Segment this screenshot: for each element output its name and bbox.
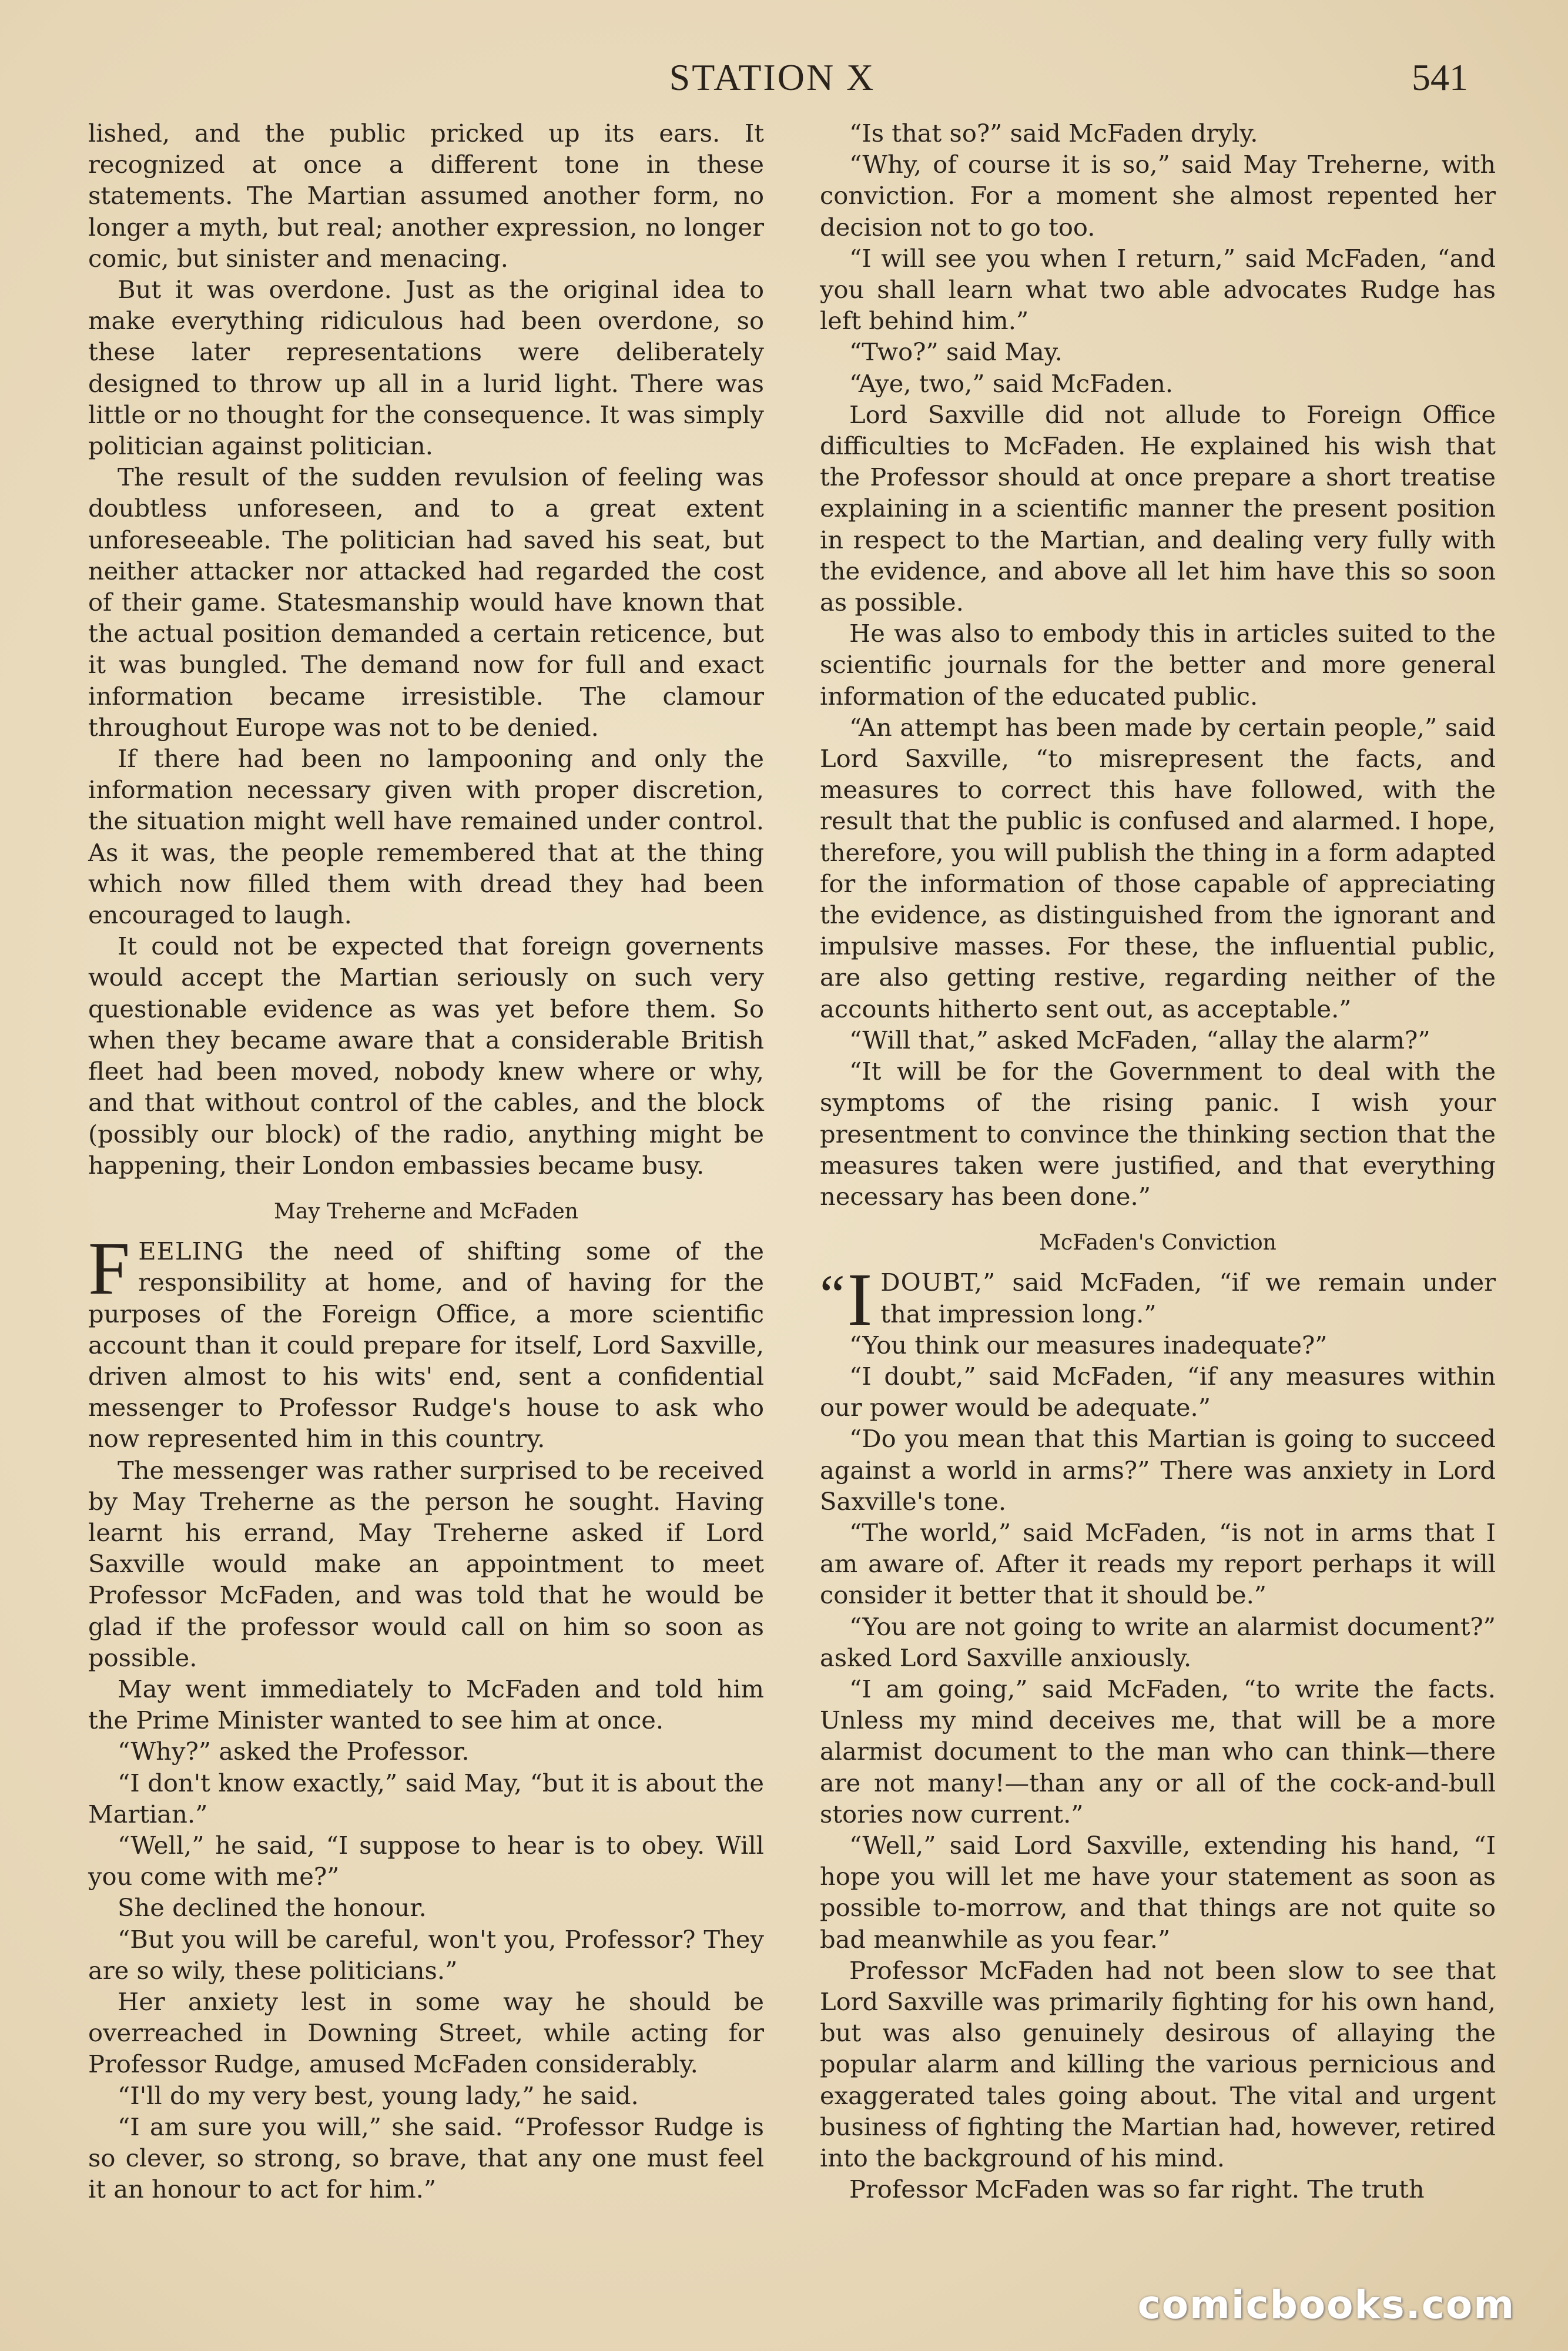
paragraph: If there had been no lampooning and only the information necessary given with proper discretion, the situation might well have remained under control. As it was, the people remembered that at the thing which now filled them with dread they had been encouraged to laugh. bbox=[88, 744, 764, 930]
paragraph: lished, and the public pricked up its ears. It recognized at once a different tone in these statements. The Martian assumed another form, no longer a myth, but real; another expression, no longer comic, but sinister and menacing. bbox=[88, 119, 764, 273]
paragraph-drop-cap bbox=[88, 1227, 764, 1454]
site-watermark: comicbooks.com bbox=[1137, 2282, 1515, 2327]
drop-quote-mark: “ bbox=[820, 1263, 845, 1327]
paragraph: “Well,” said Lord Saxville, extending his hand, “I hope you will let me have your statement as soon as possible to-morrow, and that things are not quite so bad meanwhile as you fear.” bbox=[820, 1830, 1496, 1954]
drop-cap: F bbox=[88, 1227, 130, 1311]
section-heading: May Treherne and McFaden bbox=[274, 1199, 578, 1224]
paragraph: “Aye, two,” said McFaden. bbox=[849, 369, 1174, 398]
paragraph: Professor McFaden was so far right. The truth bbox=[849, 2175, 1425, 2204]
paragraph-text: ” said McFaden, “if we remain under that impression long.” bbox=[880, 1268, 1496, 1328]
paragraph: “I'll do my very best, young lady,” he said. bbox=[118, 2081, 639, 2110]
paragraph-text: the need of shifting some of the responsibility at home, and of having for the purposes of the Foreign Office, a more scientific account than it could prepare for itself, Lord Saxville, driven almost to his wits' end, sent a confidential messenger to Professor Rudge's house to ask who now represented him in this country. bbox=[88, 1237, 764, 1454]
paragraph: “Will that,” asked McFaden, “allay the alarm?” bbox=[849, 1025, 1430, 1054]
paragraph: The messenger was rather surprised to be received by May Treherne as the person he sought. Having learnt his errand, May Treherne asked if Lord Saxville would make an appointment to meet Professor McFaden, and was told that he would be glad if the professor would call on him so soon as possible. bbox=[88, 1455, 764, 1672]
paragraph: May went immediately to McFaden and told him the Prime Minister wanted to see him at once. bbox=[88, 1674, 764, 1735]
paragraph: “You think our measures inadequate?” bbox=[849, 1330, 1328, 1359]
paragraph: “I am sure you will,” she said. “Professor Rudge is so clever, so strong, so brave, that any one must feel it an honour to act for him.” bbox=[88, 2112, 764, 2204]
paragraph: “An attempt has been made by certain people,” said Lord Saxville, “to misrepresent the facts, and measures to correct this have followed, with the result that the public is confused and alarmed. I hope, therefore, you will publish the thing in a form adapted for the information of those capable of appreciating the evidence, as distinguished from the ignorant and impulsive masses. For these, the influential public, are also getting restive, regarding neither of the accounts hitherto sent out, as acceptable.” bbox=[820, 712, 1496, 1023]
page-header bbox=[76, 56, 1468, 109]
paragraph: He was also to embody this in articles suited to the scientific journals for the better and more general information of the educated public. bbox=[820, 619, 1496, 711]
paragraph: The result of the sudden revulsion of feeling was doubtless unforeseen, and to a great extent unforeseeable. The politician had saved his seat, but neither attacker nor attacked had regarded the cost of their game. Statesmanship would have known that the actual position demanded a certain reticence, but it was bungled. The demand now for full and exact information became irresistible. The clamour throughout Europe was not to be denied. bbox=[88, 463, 764, 742]
paragraph-drop-cap bbox=[820, 1258, 1496, 1342]
paragraph: Lord Saxville did not allude to Foreign Office difficulties to McFaden. He explained his wish that the Professor should at once prepare a short treatise explaining in a scientific manner the present position in respect to the Martian, and dealing very fully with the evidence, and above all let him have this so soon as possible. bbox=[820, 400, 1496, 617]
paragraph: It could not be expected that foreign governents would accept the Martian seriously on such very questionable evidence as was yet before them. So when they became aware that a considerable British fleet had been moved, nobody knew where or why, and that without control of the cables, and the block (possibly our block) of the radio, anything might be happening, their London embassies became busy. bbox=[88, 932, 764, 1180]
paragraph: “I am going,” said McFaden, “to write the facts. Unless my mind deceives me, that will be a more alarmist document to the man who can think—there are not many!—than any or all of the cock-and-bull stories now current.” bbox=[820, 1674, 1496, 1828]
paragraph: Professor McFaden had not been slow to see that Lord Saxville was primarily fighting for his own hand, but was also genuinely desirous of allaying the popular alarm and killing the various pernicious and exaggerated tales going about. The vital and urgent business of fighting the Martian had, however, retired into the background of his mind. bbox=[820, 1955, 1496, 2172]
page-number: 541 bbox=[1412, 56, 1468, 98]
drop-cap: I bbox=[847, 1258, 873, 1342]
paragraph: She declined the honour. bbox=[118, 1893, 427, 1923]
small-caps-lead: DOUBT, bbox=[880, 1268, 983, 1297]
paragraph: “I doubt,” said McFaden, “if any measures within our power would be adequate.” bbox=[820, 1361, 1496, 1422]
paragraph: “I will see you when I return,” said McFaden, “and you shall learn what two able advocates Rudge has left behind him.” bbox=[820, 243, 1496, 336]
paragraph: But it was overdone. Just as the original idea to make everything ridiculous had been overdone, so these later representations were deliberately designed to throw up all in a lurid light. There was little or no thought for the consequence. It was simply politician against politician. bbox=[88, 275, 764, 461]
paragraph: “It will be for the Government to deal with the symptoms of the rising panic. I wish your presentment to convince the thinking section that the measures taken were justified, and that everything necessary has been done.” bbox=[820, 1057, 1496, 1211]
section-heading: McFaden's Conviction bbox=[1039, 1231, 1276, 1255]
paragraph: “Why?” asked the Professor. bbox=[118, 1737, 470, 1766]
paragraph: “Do you mean that this Martian is going to succeed against a world in arms?” There was anxiety in Lord Saxville's tone. bbox=[820, 1424, 1496, 1516]
running-title: STATION X bbox=[669, 56, 876, 98]
paragraph: Her anxiety lest in some way he should be overreached in Downing Street, while acting for Professor Rudge, amused McFaden considerably. bbox=[88, 1987, 764, 2079]
small-caps-lead: EELING bbox=[138, 1237, 244, 1266]
paragraph: “Well,” he said, “I suppose to hear is to obey. Will you come with me?” bbox=[88, 1830, 764, 1891]
paragraph: “The world,” said McFaden, “is not in arms that I am aware of. After it reads my report perhaps it will consider it better that it should be.” bbox=[820, 1518, 1496, 1610]
left-column bbox=[88, 118, 764, 2205]
right-column bbox=[820, 118, 1496, 2205]
paragraph: “I don't know exactly,” said May, “but it is about the Martian.” bbox=[88, 1768, 764, 1828]
paragraph: “Two?” said May. bbox=[849, 337, 1063, 367]
paragraph: “But you will be careful, won't you, Professor? They are so wily, these politicians.” bbox=[88, 1924, 764, 1985]
paragraph: “You are not going to write an alarmist document?” asked Lord Saxville anxiously. bbox=[820, 1612, 1496, 1672]
paragraph: “Is that so?” said McFaden dryly. bbox=[849, 119, 1258, 148]
paragraph: “Why, of course it is so,” said May Treherne, with conviction. For a moment she almost repented her decision not to go too. bbox=[820, 150, 1496, 242]
